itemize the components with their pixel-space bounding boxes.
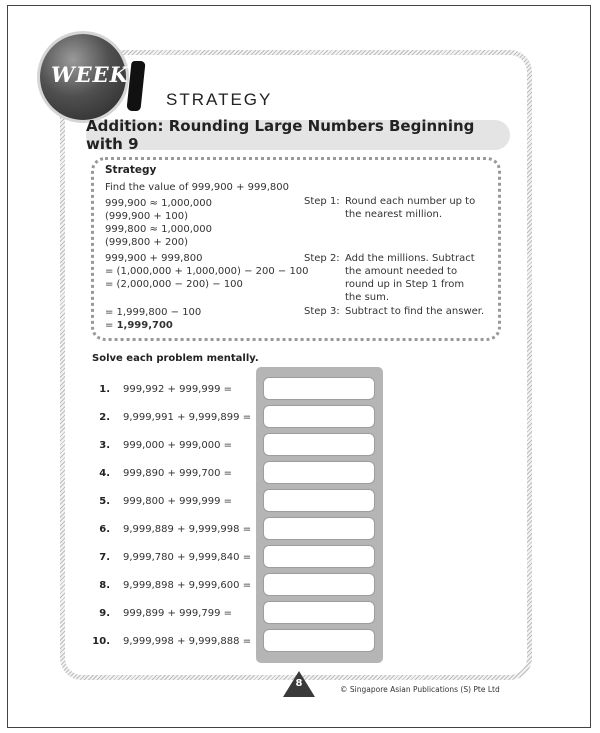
problem-number: 1. xyxy=(99,384,110,395)
work-line: = xyxy=(105,320,117,331)
section-heading: STRATEGY xyxy=(166,90,273,109)
problem-expression: 999,899 + 999,799 = xyxy=(123,608,232,619)
problem-number: 10. xyxy=(92,636,110,647)
work-line: 999,900 ≈ 1,000,000 xyxy=(105,198,212,209)
problem-expression: 999,000 + 999,000 = xyxy=(123,440,232,451)
answer-box-1[interactable] xyxy=(263,377,375,400)
work-line: (999,900 + 100) xyxy=(105,211,188,222)
answer-box-2[interactable] xyxy=(263,405,375,428)
answer-box-8[interactable] xyxy=(263,573,375,596)
problem-expression: 999,800 + 999,999 = xyxy=(123,496,232,507)
problem-number: 2. xyxy=(99,412,110,423)
problem-number: 5. xyxy=(99,496,110,507)
problem-number: 4. xyxy=(99,468,110,479)
step-1-label: Step 1: xyxy=(304,196,340,207)
step-1-text: the nearest million. xyxy=(345,209,443,220)
answer-box-10[interactable] xyxy=(263,629,375,652)
answer-box-9[interactable] xyxy=(263,601,375,624)
problem-expression: 9,999,898 + 9,999,600 = xyxy=(123,580,252,591)
work-line: = (1,000,000 + 1,000,000) − 200 − 100 xyxy=(105,266,309,277)
work-line: 999,800 ≈ 1,000,000 xyxy=(105,224,212,235)
answer-box-4[interactable] xyxy=(263,461,375,484)
problem-number: 3. xyxy=(99,440,110,451)
problem-number: 6. xyxy=(99,524,110,535)
instructions: Solve each problem mentally. xyxy=(92,353,259,364)
problem-expression: 9,999,998 + 9,999,888 = xyxy=(123,636,252,647)
step-1-text: Round each number up to xyxy=(345,196,476,207)
problem-expression: 999,890 + 999,700 = xyxy=(123,468,232,479)
step-3-label: Step 3: xyxy=(304,306,340,317)
step-2-label: Step 2: xyxy=(304,253,340,264)
page-number: 8 xyxy=(295,678,303,689)
problem-expression: 9,999,889 + 9,999,998 = xyxy=(123,524,252,535)
problem-number: 7. xyxy=(99,552,110,563)
final-answer: 1,999,700 xyxy=(116,320,173,331)
week-label: WEEK xyxy=(51,62,129,87)
step-3-text: Subtract to find the answer. xyxy=(345,306,485,317)
work-line: = (2,000,000 − 200) − 100 xyxy=(105,279,243,290)
answer-box-3[interactable] xyxy=(263,433,375,456)
work-line: 999,900 + 999,800 xyxy=(105,253,203,264)
answer-box-6[interactable] xyxy=(263,517,375,540)
problem-expression: 9,999,780 + 9,999,840 = xyxy=(123,552,252,563)
work-line: (999,800 + 200) xyxy=(105,237,188,248)
step-2-text: the sum. xyxy=(345,292,390,303)
title-banner xyxy=(86,117,510,153)
strategy-label: Strategy xyxy=(105,164,157,176)
step-2-text: Add the millions. Subtract xyxy=(345,253,475,264)
answer-box-7[interactable] xyxy=(263,545,375,568)
problem-expression: 999,992 + 999,999 = xyxy=(123,384,232,395)
work-line: = 1,999,800 − 100 xyxy=(105,307,202,318)
problem-expression: 9,999,991 + 9,999,899 = xyxy=(123,412,252,423)
page-title: Addition: Rounding Large Numbers Beginning with 9 xyxy=(86,117,475,153)
problem-number: 9. xyxy=(99,608,110,619)
work-final xyxy=(105,319,173,332)
answer-box-5[interactable] xyxy=(263,489,375,512)
step-2-text: round up in Step 1 from xyxy=(345,279,465,290)
step-2-text: the amount needed to xyxy=(345,266,458,277)
copyright: © Singapore Asian Publications (S) Pte Ltd xyxy=(340,685,500,694)
strategy-prompt: Find the value of 999,900 + 999,800 xyxy=(105,182,290,193)
problem-number: 8. xyxy=(99,580,110,591)
